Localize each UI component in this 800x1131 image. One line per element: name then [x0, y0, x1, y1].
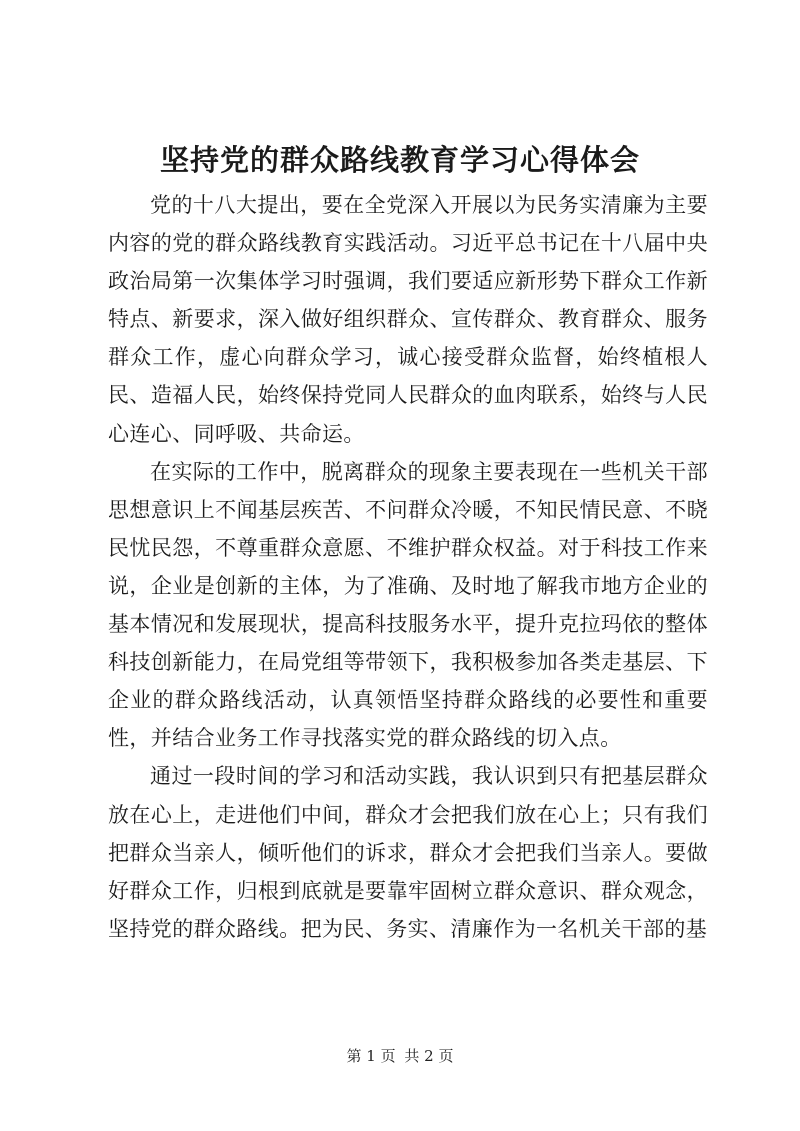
paragraph-2: 在实际的工作中，脱离群众的现象主要表现在一些机关干部思想意识上不闻基层疾苦、不问群众冷暖，不知民情民意、不晓民忧民怨，不尊重群众意愿、不维护群众权益。对于科技工作来说，企业是创新的主体，为了准确、及时地了解我市地方企业的基本情况和发展现状，提高科技服务水平，提升克拉玛依的整体科技创新能力，在局党组等带领下，我积极参加各类走基层、下企业的群众路线活动，认真领悟坚持群众路线的必要性和重要性，并结合业务工作寻找落实党的群众路线的切入点。 [108, 459, 708, 751]
document-title: 坚持党的群众路线教育学习心得体会 [159, 143, 640, 177]
paragraph-3: 通过一段时间的学习和活动实践，我认识到只有把基层群众放在心上，走进他们中间，群众才会把我们放在心上；只有我们把群众当亲人，倾听他们的诉求，群众才会把我们当亲人。要做好群众工作，归根到底就是要靠牢固树立群众意识、群众观念，坚持党的群众路线。把为民、务实、清廉作为一名机关干部的基 [108, 764, 708, 941]
document-body [108, 186, 708, 948]
total-pages-label: 共 2 页 [404, 1047, 454, 1065]
page-footer [0, 1046, 800, 1066]
paragraph-1: 党的十八大提出，要在全党深入开展以为民务实清廉为主要内容的党的群众路线教育实践活动。习近平总书记在十八届中央政治局第一次集体学习时强调，我们要适应新形势下群众工作新特点、新要求，深入做好组织群众、宣传群众、教育群众、服务群众工作，虚心向群众学习，诚心接受群众监督，始终植根人民、造福人民，始终保持党同人民群众的血肉联系，始终与人民心连心、同呼吸、共命运。 [108, 193, 708, 446]
current-page-label: 第 1 页 [346, 1047, 396, 1065]
